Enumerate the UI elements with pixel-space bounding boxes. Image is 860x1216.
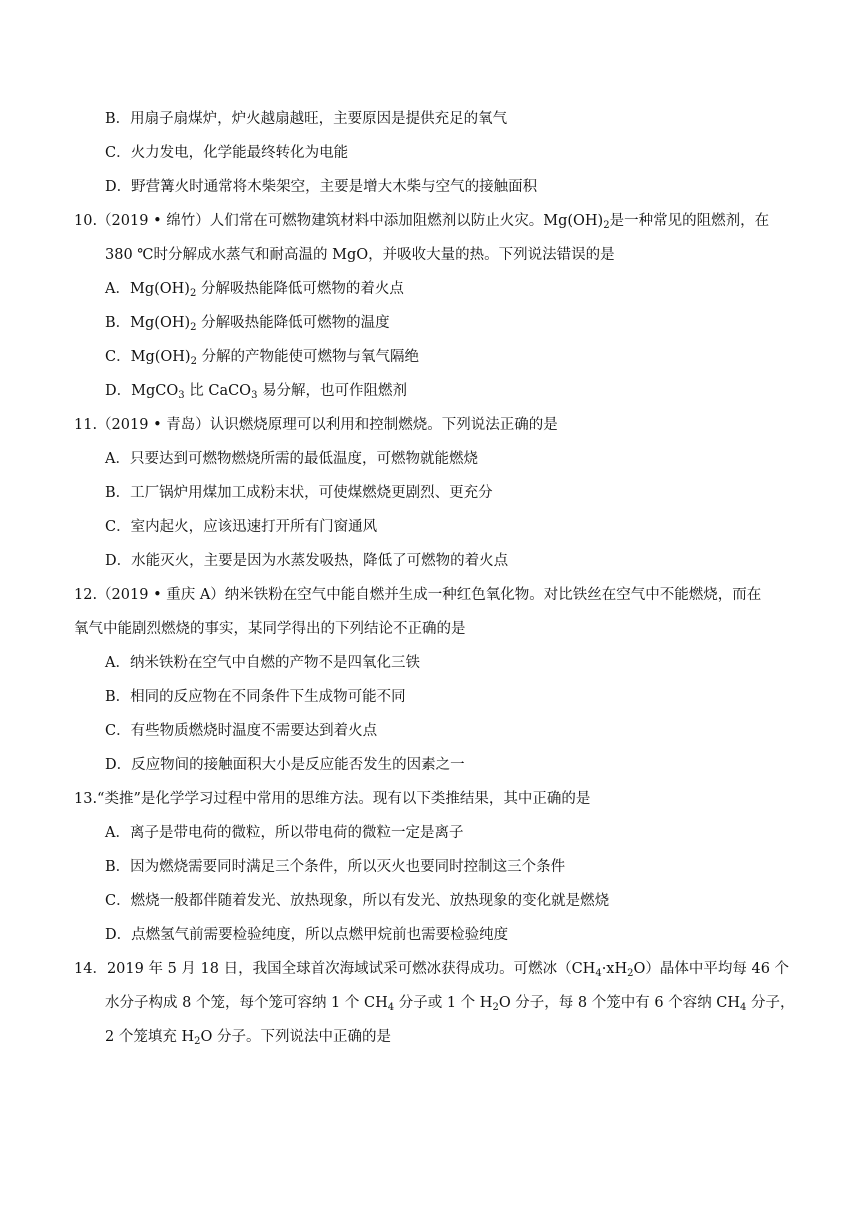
q12-stem-line2: 氧气中能剧烈燃烧的事实，某同学得出的下列结论不正确的是 — [74, 621, 466, 637]
q11-option-d: D．水能灭火，主要是因为水蒸发吸热，降低了可燃物的着火点 — [105, 553, 509, 569]
q9-option-c: C．火力发电，化学能最终转化为电能 — [105, 145, 349, 161]
q12-option-a: A．纳米铁粉在空气中自燃的产物不是四氧化三铁 — [105, 655, 420, 671]
q13-option-d: D．点燃氢气前需要检验纯度，所以点燃甲烷前也需要检验纯度 — [105, 927, 509, 943]
q14-stem-line2: 水分子构成 8 个笼，每个笼可容纳 1 个 $CH_4$ 分子或 1 个 $H_2O$ 分子，每 8 个笼中有 6 个容纳 $CH_4$ 分子， — [105, 995, 795, 1013]
q10-option-a: A．$Mg(OH)_2$ 分解吸热能降低可燃物的着火点 — [105, 281, 404, 299]
q13-stem: 13.“类推”是化学学习过程中常用的思维方法。现有以下类推结果，其中正确的是 — [74, 791, 591, 807]
q9-option-b: B．用扇子扇煤炉，炉火越扇越旺，主要原因是提供充足的氧气 — [105, 111, 508, 127]
q10-stem-line1: 10.（2019 • 绵竹）人们常在可燃物建筑材料中添加阻燃剂以防止火灾。$Mg(OH)_2$是一种常见的阻燃剂，在 — [74, 213, 770, 231]
q11-option-b: B．工厂锅炉用煤加工成粉末状，可使煤燃烧更剧烈、更充分 — [105, 485, 493, 501]
q11-stem: 11.（2019 • 青岛）认识燃烧原理可以利用和控制燃烧。下列说法正确的是 — [74, 417, 558, 433]
q12-option-c: C．有些物质燃烧时温度不需要达到着火点 — [105, 723, 378, 739]
q14-stem-line1: 14．2019 年 5 月 18 日，我国全球首次海域试采可燃冰获得成功。可燃冰$(CH_4\cdot xH_2O)$晶体中平均每 46 个 — [74, 961, 790, 979]
q12-stem-line1: 12.（2019 • 重庆 A）纳米铁粉在空气中能自燃并生成一种红色氧化物。对比铁丝在空气中不能燃烧，而在 — [74, 587, 762, 603]
q10-option-c: C．$Mg(OH)_2$ 分解的产物能使可燃物与氧气隔绝 — [105, 349, 420, 367]
q12-option-d: D．反应物间的接触面积大小是反应能否发生的因素之一 — [105, 757, 465, 773]
q13-option-b: B．因为燃烧需要同时满足三个条件，所以灭火也要同时控制这三个条件 — [105, 859, 566, 875]
q14-stem-line3: 2 个笼填充 $H_2O$ 分子。下列说法中正确的是 — [105, 1029, 391, 1047]
q11-option-a: A．只要达到可燃物燃烧所需的最低温度，可燃物就能燃烧 — [105, 451, 478, 467]
q10-option-d: D．MgCO$_3$ 比 CaCO$_3$ 易分解，也可作阻燃剂 — [105, 383, 408, 401]
q10-stem-line2: 380 ℃时分解成水蒸气和耐高温的 MgO，并吸收大量的热。下列说法错误的是 — [105, 247, 615, 263]
q9-option-d: D．野营篝火时通常将木柴架空，主要是增大木柴与空气的接触面积 — [105, 179, 538, 195]
q13-option-c: C．燃烧一般都伴随着发光、放热现象，所以有发光、放热现象的变化就是燃烧 — [105, 893, 610, 909]
q13-option-a: A．离子是带电荷的微粒，所以带电荷的微粒一定是离子 — [105, 825, 464, 841]
q10-option-b: B．$Mg(OH)_2$ 分解吸热能降低可燃物的温度 — [105, 315, 390, 333]
q12-option-b: B．相同的反应物在不同条件下生成物可能不同 — [105, 689, 406, 705]
q11-option-c: C．室内起火，应该迅速打开所有门窗通风 — [105, 519, 378, 535]
